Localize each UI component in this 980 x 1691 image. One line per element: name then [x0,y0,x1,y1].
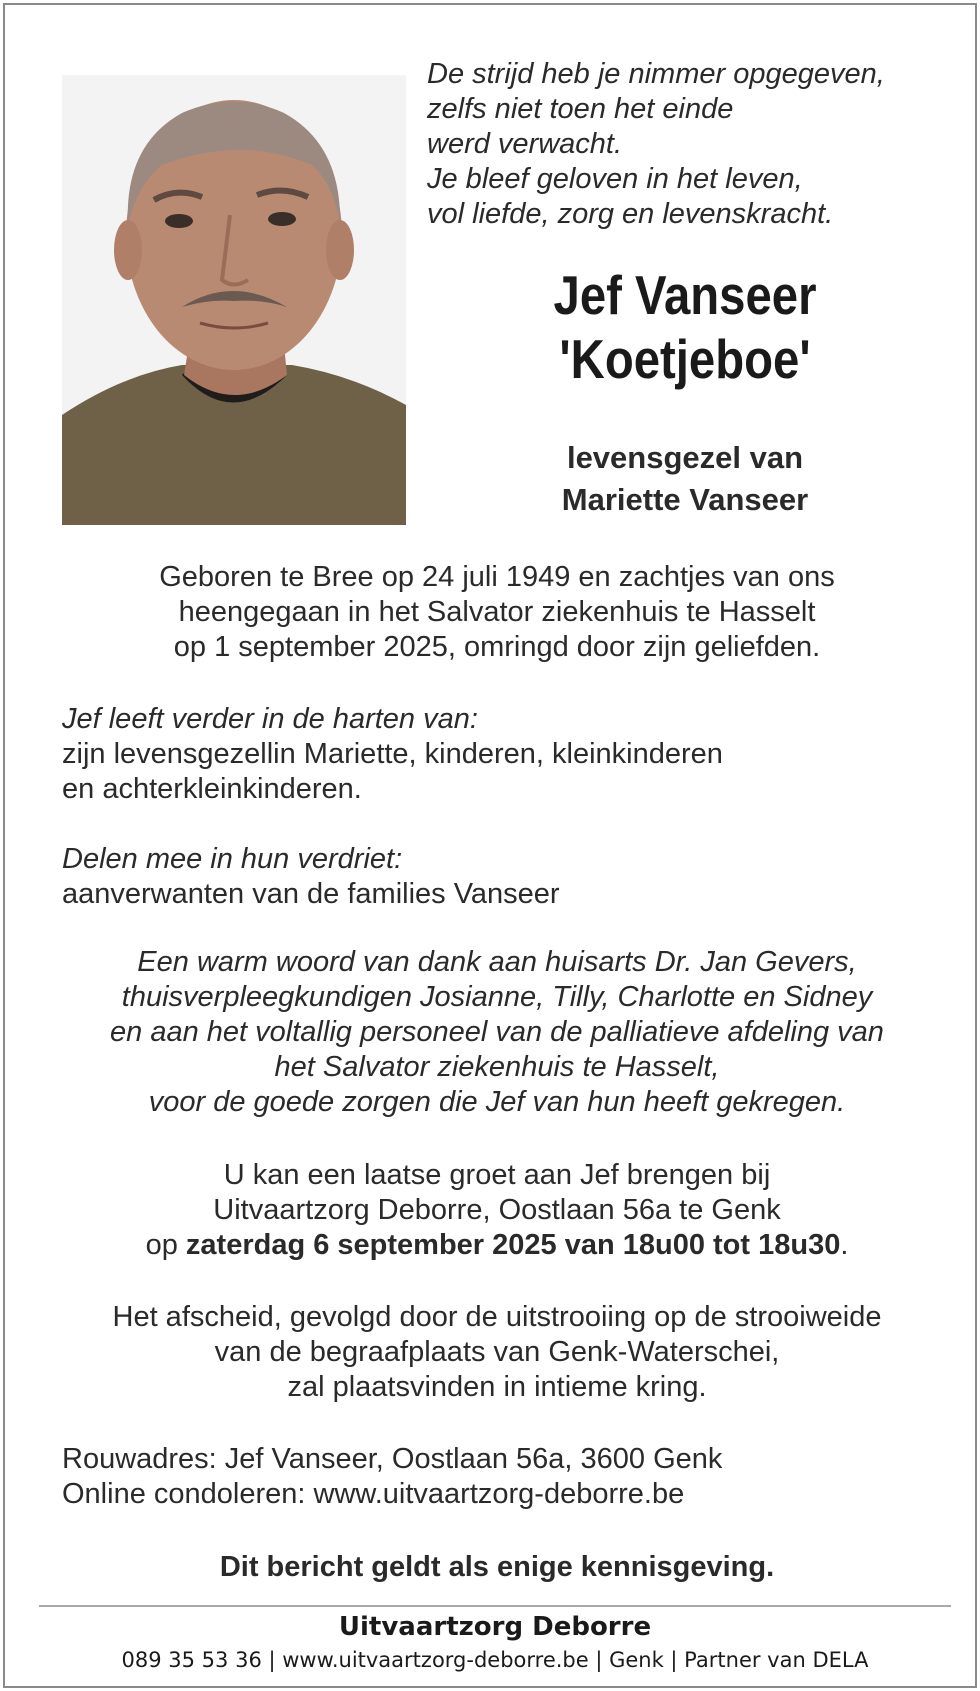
visitation-line: Uitvaartzorg Deborre, Oostlaan 56a te Genk [213,1194,781,1226]
birth-death-line: heengegaan in het Salvator ziekenhuis te Hasselt [178,596,816,628]
birth-death-text [62,560,932,665]
mourners-line: aanverwanten van de families Vanseer [62,878,560,910]
deceased-name [479,263,892,391]
mourning-address: Rouwadres: Jef Vanseer, Oostlaan 56a, 3600 Genk [62,1443,723,1475]
funeral-home-info: 089 35 53 36 | www.uitvaartzorg-deborre.be | Genk | Partner van DELA [121,1648,869,1672]
poem-line: Je bleef geloven in het leven, [427,163,803,195]
visitation-datetime-line [62,1228,932,1263]
visitation-line: U kan een laatse groet aan Jef brengen bij [223,1159,771,1191]
mourners-heading: Delen mee in hun verdriet: [62,843,403,875]
survived-by [62,702,932,807]
funeral-home-name: Uitvaartzorg Deborre [338,1612,652,1642]
thanks-line: en aan het voltallig personeel van de palliatieve afdeling van [110,1016,884,1048]
deceased-full-name: Jef Vanseer [553,264,817,326]
relation-label: levensgezel van [566,440,804,475]
portrait-illustration [62,75,406,525]
visitation-suffix: . [840,1229,849,1261]
visitation-datetime: zaterdag 6 september 2025 van 18u00 tot 18u30 [185,1229,841,1261]
contact-info [62,1442,932,1512]
thanks-line: voor de goede zorgen die Jef van hun heeft gekregen. [148,1086,846,1118]
birth-death-line: op 1 september 2025, omringd door zijn geliefden. [173,631,821,663]
thanks-line: het Salvator ziekenhuis te Hasselt, [274,1051,720,1083]
thanks-line: Een warm woord van dank aan huisarts Dr. Jan Gevers, [137,946,857,978]
poem-line: De strijd heb je nimmer opgegeven, [427,58,885,90]
visitation-text [62,1158,932,1263]
farewell-line: van de begraafplaats van Genk-Waterschei, [214,1336,780,1368]
obituary-card [3,3,977,1688]
survived-by-line: zijn levensgezellin Mariette, kinderen, kleinkinderen [62,738,723,770]
survived-by-line: en achterkleinkinderen. [62,773,362,805]
partner-name: Mariette Vanseer [561,482,809,517]
poem-line: vol liefde, zorg en levenskracht. [427,198,834,230]
poem-line: werd verwacht. [427,128,623,160]
partner-block [445,437,925,521]
mourners [62,842,932,912]
visitation-prefix: op [145,1229,186,1261]
thanks-text [62,945,932,1120]
poem [427,57,947,232]
footer-divider [39,1605,951,1607]
portrait-photo [62,75,406,525]
farewell-text [62,1300,932,1405]
poem-line: zelfs niet toen het einde [427,93,734,125]
thanks-line: thuisverpleegkundigen Josianne, Tilly, Charlotte en Sidney [121,981,873,1013]
birth-death-line: Geboren te Bree op 24 juli 1949 en zachtjes van ons [159,561,835,593]
deceased-nickname: 'Koetjeboe' [559,328,811,390]
online-condolence: Online condoleren: www.uitvaartzorg-deborre.be [62,1478,685,1510]
notice: Dit bericht geldt als enige kennisgeving. [219,1551,775,1583]
farewell-line: zal plaatsvinden in intieme kring. [287,1371,707,1403]
survived-by-heading: Jef leeft verder in de harten van: [62,703,478,735]
farewell-line: Het afscheid, gevolgd door de uitstrooiing op de strooiweide [112,1301,882,1333]
